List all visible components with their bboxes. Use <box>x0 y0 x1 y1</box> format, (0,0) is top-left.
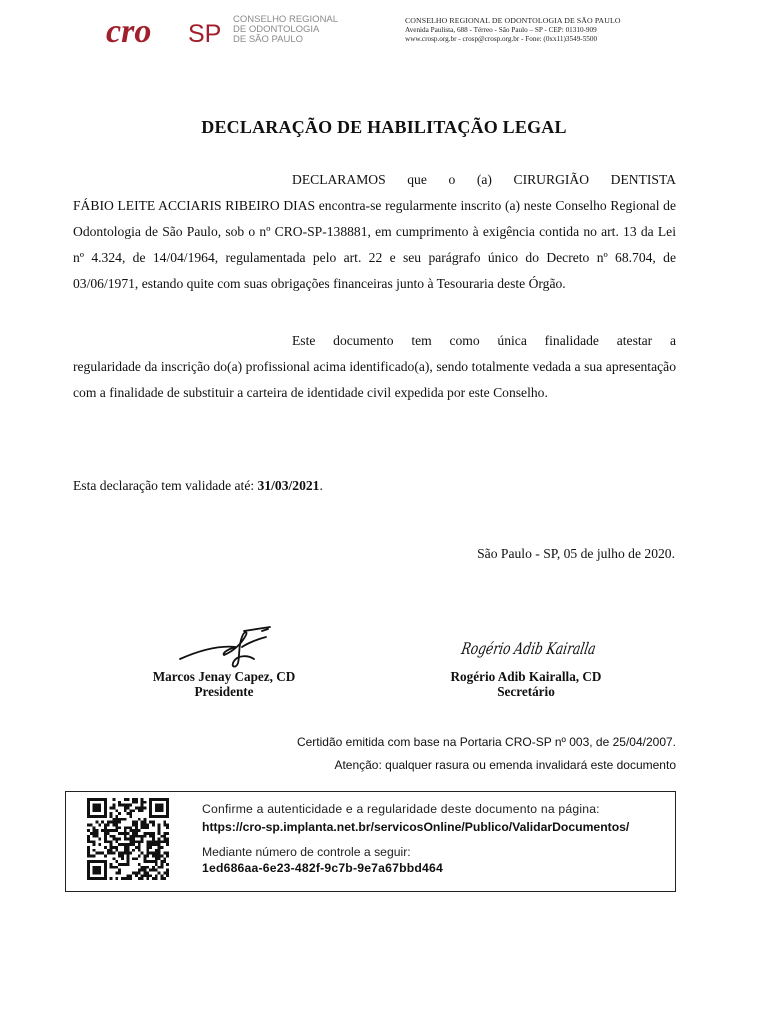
validity-suffix: . <box>319 478 323 493</box>
org-contact: www.crosp.org.br - crosp@crosp.org.br - Fone: (0xx11)3549-5500 <box>405 35 598 43</box>
svg-text:Rogério Adib Kairalla: Rogério Adib Kairalla <box>460 639 638 658</box>
logo-org-name: CONSELHO REGIONAL DE ODONTOLOGIA DE SÃO PAULO <box>233 14 339 45</box>
verification-url-link[interactable]: https://cro-sp.implanta.net.br/servicosOnline/Publico/ValidarDocumentos/ <box>202 820 630 834</box>
validity-line <box>73 478 323 494</box>
signer-president <box>104 669 344 699</box>
president-role: Presidente <box>194 684 254 699</box>
control-number: 1ed686aa-6e23-482f-9c7b-9e7a67bbd464 <box>202 861 443 875</box>
purpose-first-line: Este documento tem como única finalidade atestar a <box>292 333 676 348</box>
qr-code-icon[interactable] <box>87 798 169 880</box>
declaration-first-line: DECLARAMOS que o (a) CIRURGIÃO DENTISTA <box>292 172 676 187</box>
validity-date: 31/03/2021 <box>257 478 320 493</box>
header-info <box>405 16 705 45</box>
declaration-paragraph <box>73 167 676 297</box>
svg-text:cro: cro <box>106 13 152 50</box>
president-signature <box>178 625 274 669</box>
cro-sp-logo <box>104 12 234 52</box>
purpose-paragraph <box>73 328 676 406</box>
purpose-body: regularidade da inscrição do(a) profissional acima identificado(a), sendo totalmente vedada a sua apresentação com a finalidade de substituir a carteira de identidade civil expedida por este Conselho. <box>73 359 676 400</box>
president-name: Marcos Jenay Capez, CD <box>152 669 296 684</box>
secretary-signature <box>458 624 638 670</box>
document-title: DECLARAÇÃO DE HABILITAÇÃO LEGAL <box>201 117 567 137</box>
verification-instruction: Confirme a autenticidade e a regularidade deste documento na página: <box>202 802 600 816</box>
svg-text:SP: SP <box>188 20 222 48</box>
secretary-name: Rogério Adib Kairalla, CD <box>450 669 602 684</box>
verification-box <box>65 791 676 892</box>
declaration-body: FÁBIO LEITE ACCIARIS RIBEIRO DIAS encontra-se regularmente inscrito (a) neste Conselho Regional de Odontologia de São Paulo, sob o nº CRO-SP-138881, em cumprimento à exigência contida no art. 13 da Lei nº 4.324, de 14/04/1964, regulamentada pelo art. 22 e seu parágrafo único do Decreto nº 68.704, de 03/06/1971, estando quite com suas obrigações financeiras junto à Tesouraria deste Órgão. <box>73 198 676 291</box>
signer-secretary <box>406 669 646 699</box>
certificate-basis-note: Certidão emitida com base na Portaria CRO-SP nº 003, de 25/04/2007. <box>296 735 676 749</box>
secretary-role: Secretário <box>497 684 555 699</box>
control-number-label: Mediante número de controle a seguir: <box>202 845 411 859</box>
validity-prefix: Esta declaração tem validade até: <box>73 478 258 493</box>
tamper-warning: Atenção: qualquer rasura ou emenda invalidará este documento <box>334 758 676 772</box>
place-date: São Paulo - SP, 05 de julho de 2020. <box>477 546 675 561</box>
org-address: Avenida Paulista, 688 - Térreo - São Paulo – SP - CEP: 01310-909 <box>405 25 597 34</box>
org-name: CONSELHO REGIONAL DE ODONTOLOGIA DE SÃO PAULO <box>405 16 621 25</box>
